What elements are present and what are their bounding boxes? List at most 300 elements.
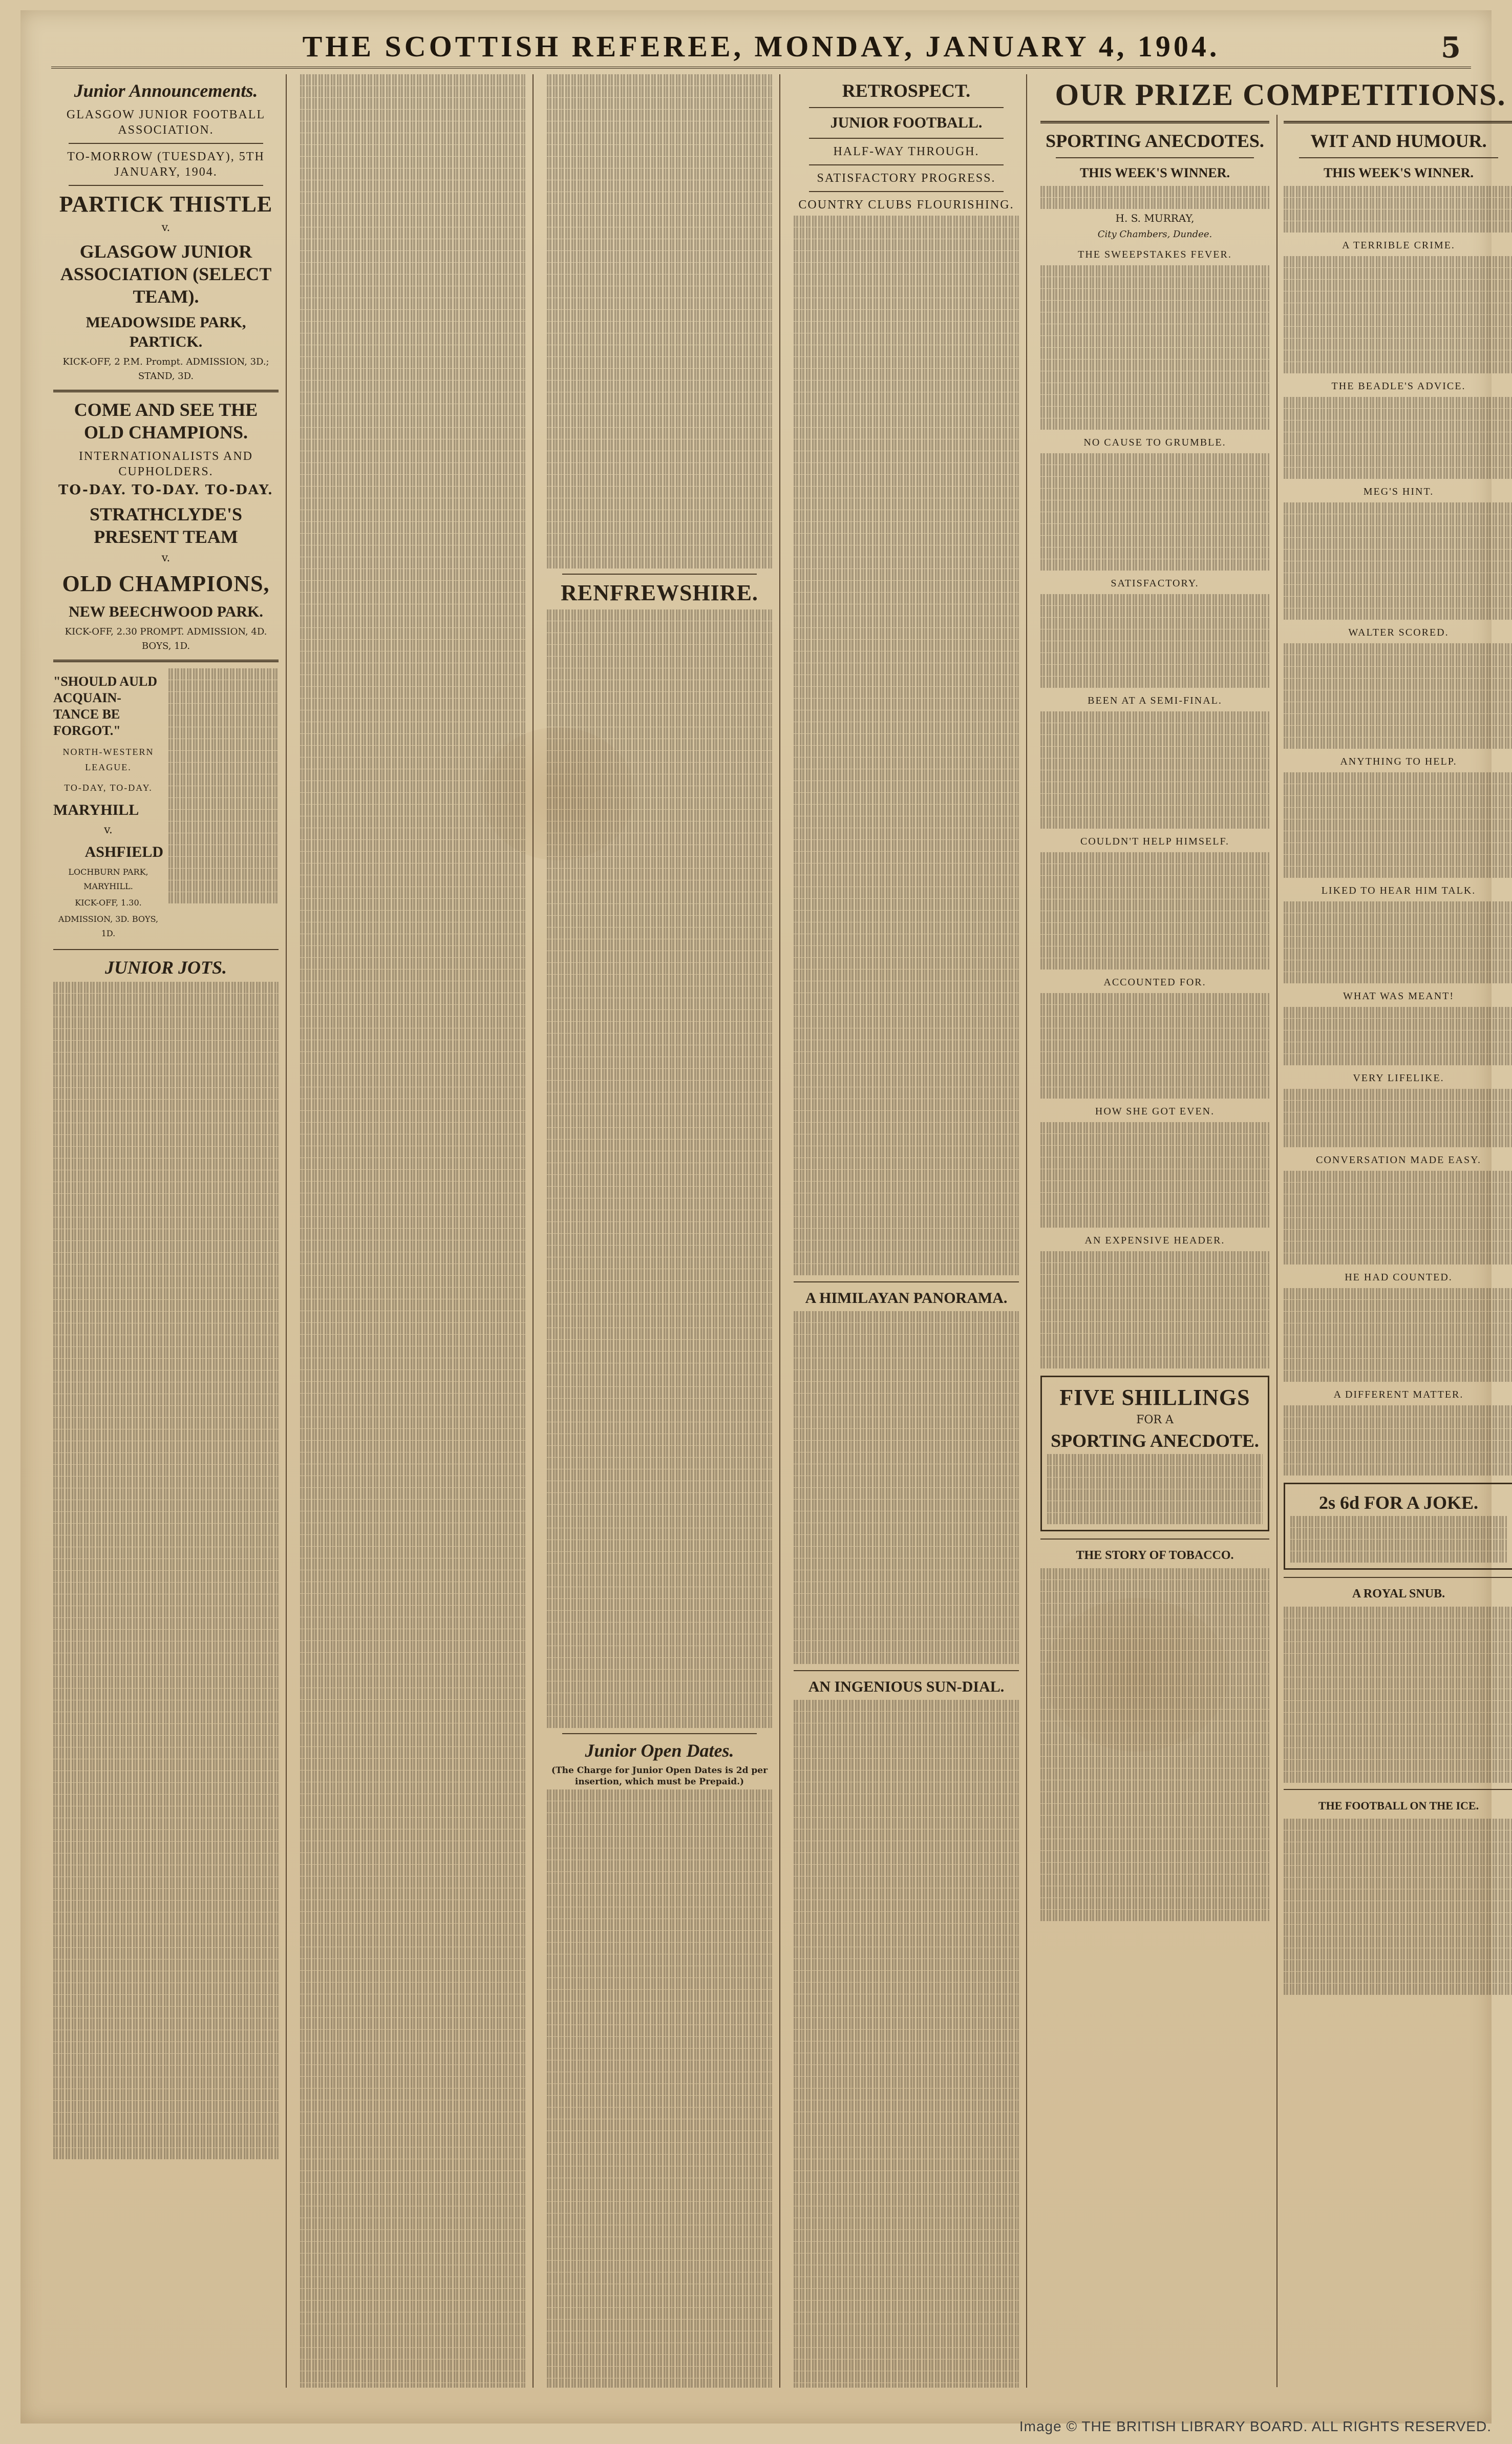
text-line <box>794 687 1019 698</box>
text-line <box>1040 677 1269 688</box>
text-line <box>53 1253 279 1264</box>
text-line <box>547 1564 772 1575</box>
text-line <box>794 852 1019 863</box>
text-line <box>300 1264 525 1275</box>
joke-prize-box <box>1284 1483 1512 1570</box>
text-line <box>794 899 1019 910</box>
text-line <box>53 1594 279 1606</box>
text-line <box>53 2007 279 2018</box>
text-line <box>300 640 525 651</box>
text-line <box>300 569 525 580</box>
text-line <box>1284 1913 1512 1924</box>
text-line <box>1284 679 1512 690</box>
wit-humour-heading: WIT AND HUMOUR. <box>1310 131 1487 151</box>
text-line <box>300 121 525 133</box>
text-line <box>794 1146 1019 1157</box>
text-line <box>168 798 279 809</box>
text-line <box>794 2183 1019 2194</box>
text-line <box>300 628 525 639</box>
text-line <box>794 545 1019 557</box>
text-line <box>547 857 772 868</box>
divider <box>69 185 263 186</box>
text-line <box>1040 1298 1269 1310</box>
text-line <box>547 2308 772 2319</box>
text-line <box>1040 489 1269 500</box>
text-line <box>300 1099 525 1110</box>
text-line <box>794 404 1019 415</box>
maryhill: MARYHILL <box>53 802 139 818</box>
text-line <box>547 298 772 309</box>
text-line <box>547 1990 772 2001</box>
text-line <box>547 798 772 809</box>
text-line <box>547 774 772 786</box>
text-line <box>300 1146 525 1157</box>
text-line <box>300 487 525 498</box>
text-line <box>1284 1335 1512 1346</box>
text-line <box>794 863 1019 875</box>
text-line <box>300 428 525 439</box>
text-line <box>300 2336 525 2347</box>
text-line <box>300 828 525 839</box>
text-line <box>1284 444 1512 455</box>
text-line <box>1040 1733 1269 1744</box>
text-line <box>1047 1466 1263 1477</box>
text-line <box>547 1540 772 1551</box>
text-line <box>1040 186 1269 197</box>
text-line <box>300 616 525 627</box>
text-line <box>300 1276 525 1287</box>
text-line <box>300 1676 525 1688</box>
text-line <box>794 557 1019 568</box>
text-line <box>300 1052 525 1063</box>
text-line <box>794 1829 1019 1841</box>
beadle-heading: THE BEADLE'S ADVICE. <box>1331 381 1466 392</box>
text-line <box>300 1629 525 1640</box>
text-line <box>547 1304 772 1316</box>
text-line <box>300 2159 525 2171</box>
text-line <box>794 2371 1019 2383</box>
text-line <box>300 357 525 368</box>
text-line <box>53 1394 279 1405</box>
text-line <box>1284 1464 1512 1476</box>
text-line <box>300 2371 525 2383</box>
text-line <box>547 2037 772 2048</box>
text-line <box>794 1570 1019 1582</box>
text-line <box>1284 514 1512 525</box>
kickoff-line-2: KICK-OFF, 2.30 PROMPT. ADMISSION, 4D. BOYS, 1D. <box>65 626 267 651</box>
text-line <box>300 2218 525 2229</box>
text-line <box>794 1252 1019 1263</box>
for-a: FOR A <box>1136 1414 1174 1426</box>
text-line <box>53 1783 279 1794</box>
text-line <box>1040 383 1269 394</box>
text-line <box>1284 937 1512 948</box>
text-line <box>53 2101 279 2112</box>
text-line <box>53 1689 279 1700</box>
text-line <box>1040 1816 1269 1827</box>
text-line <box>1040 817 1269 829</box>
text-line <box>794 1335 1019 1346</box>
text-line <box>300 1935 525 1947</box>
text-line <box>300 769 525 781</box>
versus: v. <box>104 824 113 836</box>
text-line <box>794 1641 1019 1652</box>
text-line <box>300 239 525 250</box>
ad-grid <box>53 668 279 943</box>
text-line <box>547 1092 772 1104</box>
text-line <box>53 1017 279 1028</box>
text-line <box>547 180 772 192</box>
text-line <box>53 1842 279 1853</box>
text-line <box>547 1163 772 1174</box>
text-line <box>53 1547 279 1558</box>
text-line <box>547 1045 772 1057</box>
text-line <box>547 2296 772 2307</box>
text-line <box>1040 418 1269 430</box>
text-line <box>1284 1960 1512 1971</box>
text-line <box>794 922 1019 934</box>
text-line <box>547 1493 772 1504</box>
text-line <box>300 757 525 769</box>
text-line <box>547 1966 772 1977</box>
text-line <box>794 2006 1019 2017</box>
sporting-anecdotes-column <box>1040 115 1277 2387</box>
text-line <box>168 857 279 868</box>
text-line <box>547 1611 772 1622</box>
text-line <box>794 911 1019 922</box>
text-line <box>547 633 772 644</box>
text-line <box>1284 1452 1512 1464</box>
text-line <box>300 1570 525 1582</box>
text-line <box>547 275 772 286</box>
text-line <box>794 1076 1019 1087</box>
text-line <box>1284 1054 1512 1065</box>
text-line <box>1284 456 1512 467</box>
text-line <box>547 2331 772 2343</box>
text-line <box>794 958 1019 969</box>
text-line <box>1047 1454 1263 1465</box>
text-line <box>1284 1642 1512 1653</box>
text-line <box>547 2261 772 2272</box>
text-line <box>53 1206 279 1217</box>
text-line <box>794 2195 1019 2206</box>
text-line <box>300 934 525 945</box>
text-line <box>794 1005 1019 1016</box>
text-line <box>547 2013 772 2025</box>
sporting-heading: SPORTING ANECDOTES. <box>1046 131 1264 151</box>
text-line <box>300 816 525 828</box>
text-line <box>794 2359 1019 2371</box>
text-line <box>547 1434 772 1445</box>
text-line <box>300 981 525 993</box>
masthead-title: THE SCOTTISH REFEREE, MONDAY, JANUARY 4, 1904. <box>302 29 1220 63</box>
text-line <box>1047 1489 1263 1501</box>
versus: v. <box>161 221 171 234</box>
text-line <box>547 2025 772 2036</box>
text-line <box>1284 198 1512 209</box>
text-line <box>53 1712 279 1723</box>
text-line <box>300 345 525 356</box>
text-line <box>1040 1910 1269 1921</box>
text-line <box>300 1452 525 1464</box>
text-line <box>547 810 772 821</box>
text-line <box>547 1187 772 1198</box>
text-line <box>1040 1076 1269 1087</box>
text-line <box>547 939 772 951</box>
text-line <box>1284 1230 1512 1241</box>
text-line <box>300 1794 525 1805</box>
text-line <box>1284 186 1512 197</box>
text-line <box>300 946 525 957</box>
text-line <box>547 1872 772 1883</box>
text-line <box>1284 1007 1512 1018</box>
text-line <box>794 416 1019 427</box>
text-line <box>547 1469 772 1481</box>
text-line <box>794 1052 1019 1063</box>
text-line <box>300 1841 525 1852</box>
text-line <box>794 463 1019 474</box>
text-line <box>794 581 1019 592</box>
text-line <box>794 227 1019 239</box>
text-line <box>794 1182 1019 1193</box>
text-line <box>1040 477 1269 488</box>
text-line <box>794 286 1019 298</box>
text-line <box>547 1801 772 1813</box>
text-line <box>53 2042 279 2053</box>
column-3 <box>540 74 780 2388</box>
text-line <box>1284 690 1512 702</box>
text-line <box>547 2119 772 2131</box>
text-line <box>53 1052 279 1064</box>
text-line <box>1284 784 1512 795</box>
junior-announcements-heading: Junior Announcements. <box>74 80 258 101</box>
text-line <box>794 1877 1019 1888</box>
text-line <box>1284 339 1512 350</box>
open-dates-body <box>547 1789 772 2388</box>
text-line <box>1284 573 1512 584</box>
text-line <box>53 1477 279 1488</box>
text-line <box>53 1371 279 1382</box>
text-line <box>794 1935 1019 1947</box>
text-line <box>1040 1205 1269 1216</box>
text-line <box>1284 1666 1512 1677</box>
text-line <box>794 439 1019 451</box>
text-line <box>1284 1760 1512 1771</box>
walter-heading: WALTER SCORED. <box>1348 627 1449 638</box>
text-line <box>1284 1405 1512 1417</box>
text-line <box>1040 1874 1269 1886</box>
text-line <box>53 1488 279 1500</box>
text-line <box>794 2065 1019 2076</box>
text-line <box>53 1724 279 1735</box>
text-line <box>53 1241 279 1252</box>
text-line <box>1284 1171 1512 1182</box>
text-line <box>794 263 1019 274</box>
text-line <box>547 657 772 668</box>
text-line <box>300 2195 525 2206</box>
text-line <box>1040 759 1269 770</box>
come-and-see: COME AND SEE THE OLD CHAMPIONS. <box>74 399 258 443</box>
text-line <box>53 1960 279 1971</box>
text-line <box>53 1064 279 1076</box>
text-line <box>300 1688 525 1699</box>
text-line <box>794 510 1019 521</box>
text-line <box>794 1865 1019 1876</box>
text-line <box>300 1358 525 1370</box>
text-line <box>1040 1251 1269 1262</box>
text-line <box>1040 453 1269 465</box>
text-line <box>547 1848 772 1860</box>
text-line <box>794 2053 1019 2064</box>
text-line <box>1284 1607 1512 1618</box>
text-line <box>300 1606 525 1617</box>
text-line <box>1284 1136 1512 1147</box>
text-line <box>1284 1819 1512 1830</box>
text-line <box>300 1829 525 1841</box>
text-line <box>794 746 1019 757</box>
text-line <box>794 875 1019 887</box>
prize-title-wrap <box>1040 77 1512 113</box>
text-line <box>547 1010 772 1021</box>
lifelike-heading: VERY LIFELIKE. <box>1353 1072 1444 1084</box>
text-line <box>1040 1310 1269 1321</box>
text-line <box>1040 1721 1269 1733</box>
text-line <box>547 74 772 86</box>
text-line <box>1040 876 1269 887</box>
text-line <box>300 1912 525 1923</box>
text-line <box>1284 1936 1512 1948</box>
text-line <box>1040 371 1269 383</box>
sweepstake-heading: THE SWEEPSTAKES FEVER. <box>1078 249 1232 260</box>
column-4 <box>786 74 1027 2388</box>
text-line <box>1284 1241 1512 1253</box>
text-line <box>300 1464 525 1476</box>
text-line <box>300 1558 525 1570</box>
text-line <box>794 2230 1019 2241</box>
text-line <box>547 2272 772 2284</box>
text-line <box>300 1712 525 1723</box>
text-line <box>300 133 525 144</box>
text-line <box>794 1629 1019 1640</box>
text-line <box>1284 714 1512 725</box>
column-2-body <box>300 74 525 2388</box>
text-line <box>300 2277 525 2288</box>
text-line <box>300 2100 525 2112</box>
text-line <box>794 675 1019 686</box>
team-b: GLASGOW JUNIOR ASSOCIATION (SELECT TEAM). <box>60 241 272 307</box>
text-line <box>1040 1792 1269 1803</box>
text-line <box>547 668 772 680</box>
text-line <box>1284 1654 1512 1665</box>
text-line <box>794 1017 1019 1028</box>
football-ice-heading: THE FOOTBALL ON THE ICE. <box>1318 1799 1479 1812</box>
text-line <box>1284 1347 1512 1358</box>
text-line <box>547 1575 772 1587</box>
text-line <box>1284 561 1512 573</box>
text-line <box>1290 1551 1507 1563</box>
text-line <box>300 746 525 757</box>
text-line <box>53 1571 279 1582</box>
text-line <box>794 1370 1019 1381</box>
text-line <box>1040 289 1269 300</box>
text-line <box>794 1158 1019 1169</box>
text-line <box>547 2237 772 2248</box>
text-line <box>53 1288 279 1299</box>
text-line <box>300 1759 525 1770</box>
text-line <box>794 1511 1019 1523</box>
text-line <box>547 621 772 633</box>
text-line <box>53 1265 279 1276</box>
text-line <box>547 2001 772 2013</box>
text-line <box>300 1994 525 2006</box>
text-line <box>794 2301 1019 2312</box>
text-line <box>547 904 772 915</box>
text-line <box>794 640 1019 651</box>
junior-jots-heading: JUNIOR JOTS. <box>104 957 227 978</box>
text-line <box>1040 1898 1269 1909</box>
text-line <box>1040 1580 1269 1591</box>
text-line <box>547 86 772 97</box>
text-line <box>1040 1804 1269 1815</box>
text-line <box>300 1229 525 1240</box>
text-line <box>1284 468 1512 479</box>
text-line <box>547 2155 772 2166</box>
text-line <box>794 699 1019 710</box>
this-week-winner: THIS WEEK'S WINNER. <box>1079 165 1230 180</box>
kickoff-3: KICK-OFF, 1.30. <box>75 898 142 908</box>
text-line <box>547 1410 772 1422</box>
text-line <box>300 2348 525 2359</box>
text-line <box>300 2242 525 2253</box>
text-line <box>547 1693 772 1704</box>
text-line <box>53 1076 279 1087</box>
new-beechwood: NEW BEECHWOOD PARK. <box>69 603 263 620</box>
text-line <box>1284 608 1512 620</box>
text-line <box>547 763 772 774</box>
text-line <box>53 1359 279 1370</box>
text-line <box>794 757 1019 769</box>
text-line <box>300 1193 525 1205</box>
text-line <box>300 1523 525 1534</box>
text-line <box>300 2324 525 2335</box>
text-line <box>1284 1830 1512 1842</box>
today-1: TO-DAY. <box>58 482 127 498</box>
text-line <box>547 98 772 109</box>
today-2: TO-DAY. <box>132 482 200 498</box>
text-line <box>300 2253 525 2265</box>
text-line <box>1047 1478 1263 1489</box>
internationalists: INTERNATIONALISTS AND CUPHOLDERS. <box>79 450 253 478</box>
text-line <box>794 1888 1019 1900</box>
text-line <box>53 1100 279 1111</box>
text-line <box>168 786 279 797</box>
text-line <box>1284 949 1512 960</box>
text-line <box>300 970 525 981</box>
text-line <box>547 1895 772 1907</box>
text-line <box>1040 1287 1269 1298</box>
sundial-body <box>794 1700 1019 2388</box>
text-line <box>300 1594 525 1605</box>
text-line <box>547 1446 772 1457</box>
text-line <box>1284 538 1512 549</box>
text-line <box>794 2124 1019 2135</box>
text-line <box>53 1347 279 1358</box>
text-line <box>1284 972 1512 983</box>
text-line <box>794 1405 1019 1417</box>
text-line <box>300 522 525 533</box>
retrospect-heading: RETROSPECT. <box>842 80 971 101</box>
text-line <box>794 1064 1019 1075</box>
